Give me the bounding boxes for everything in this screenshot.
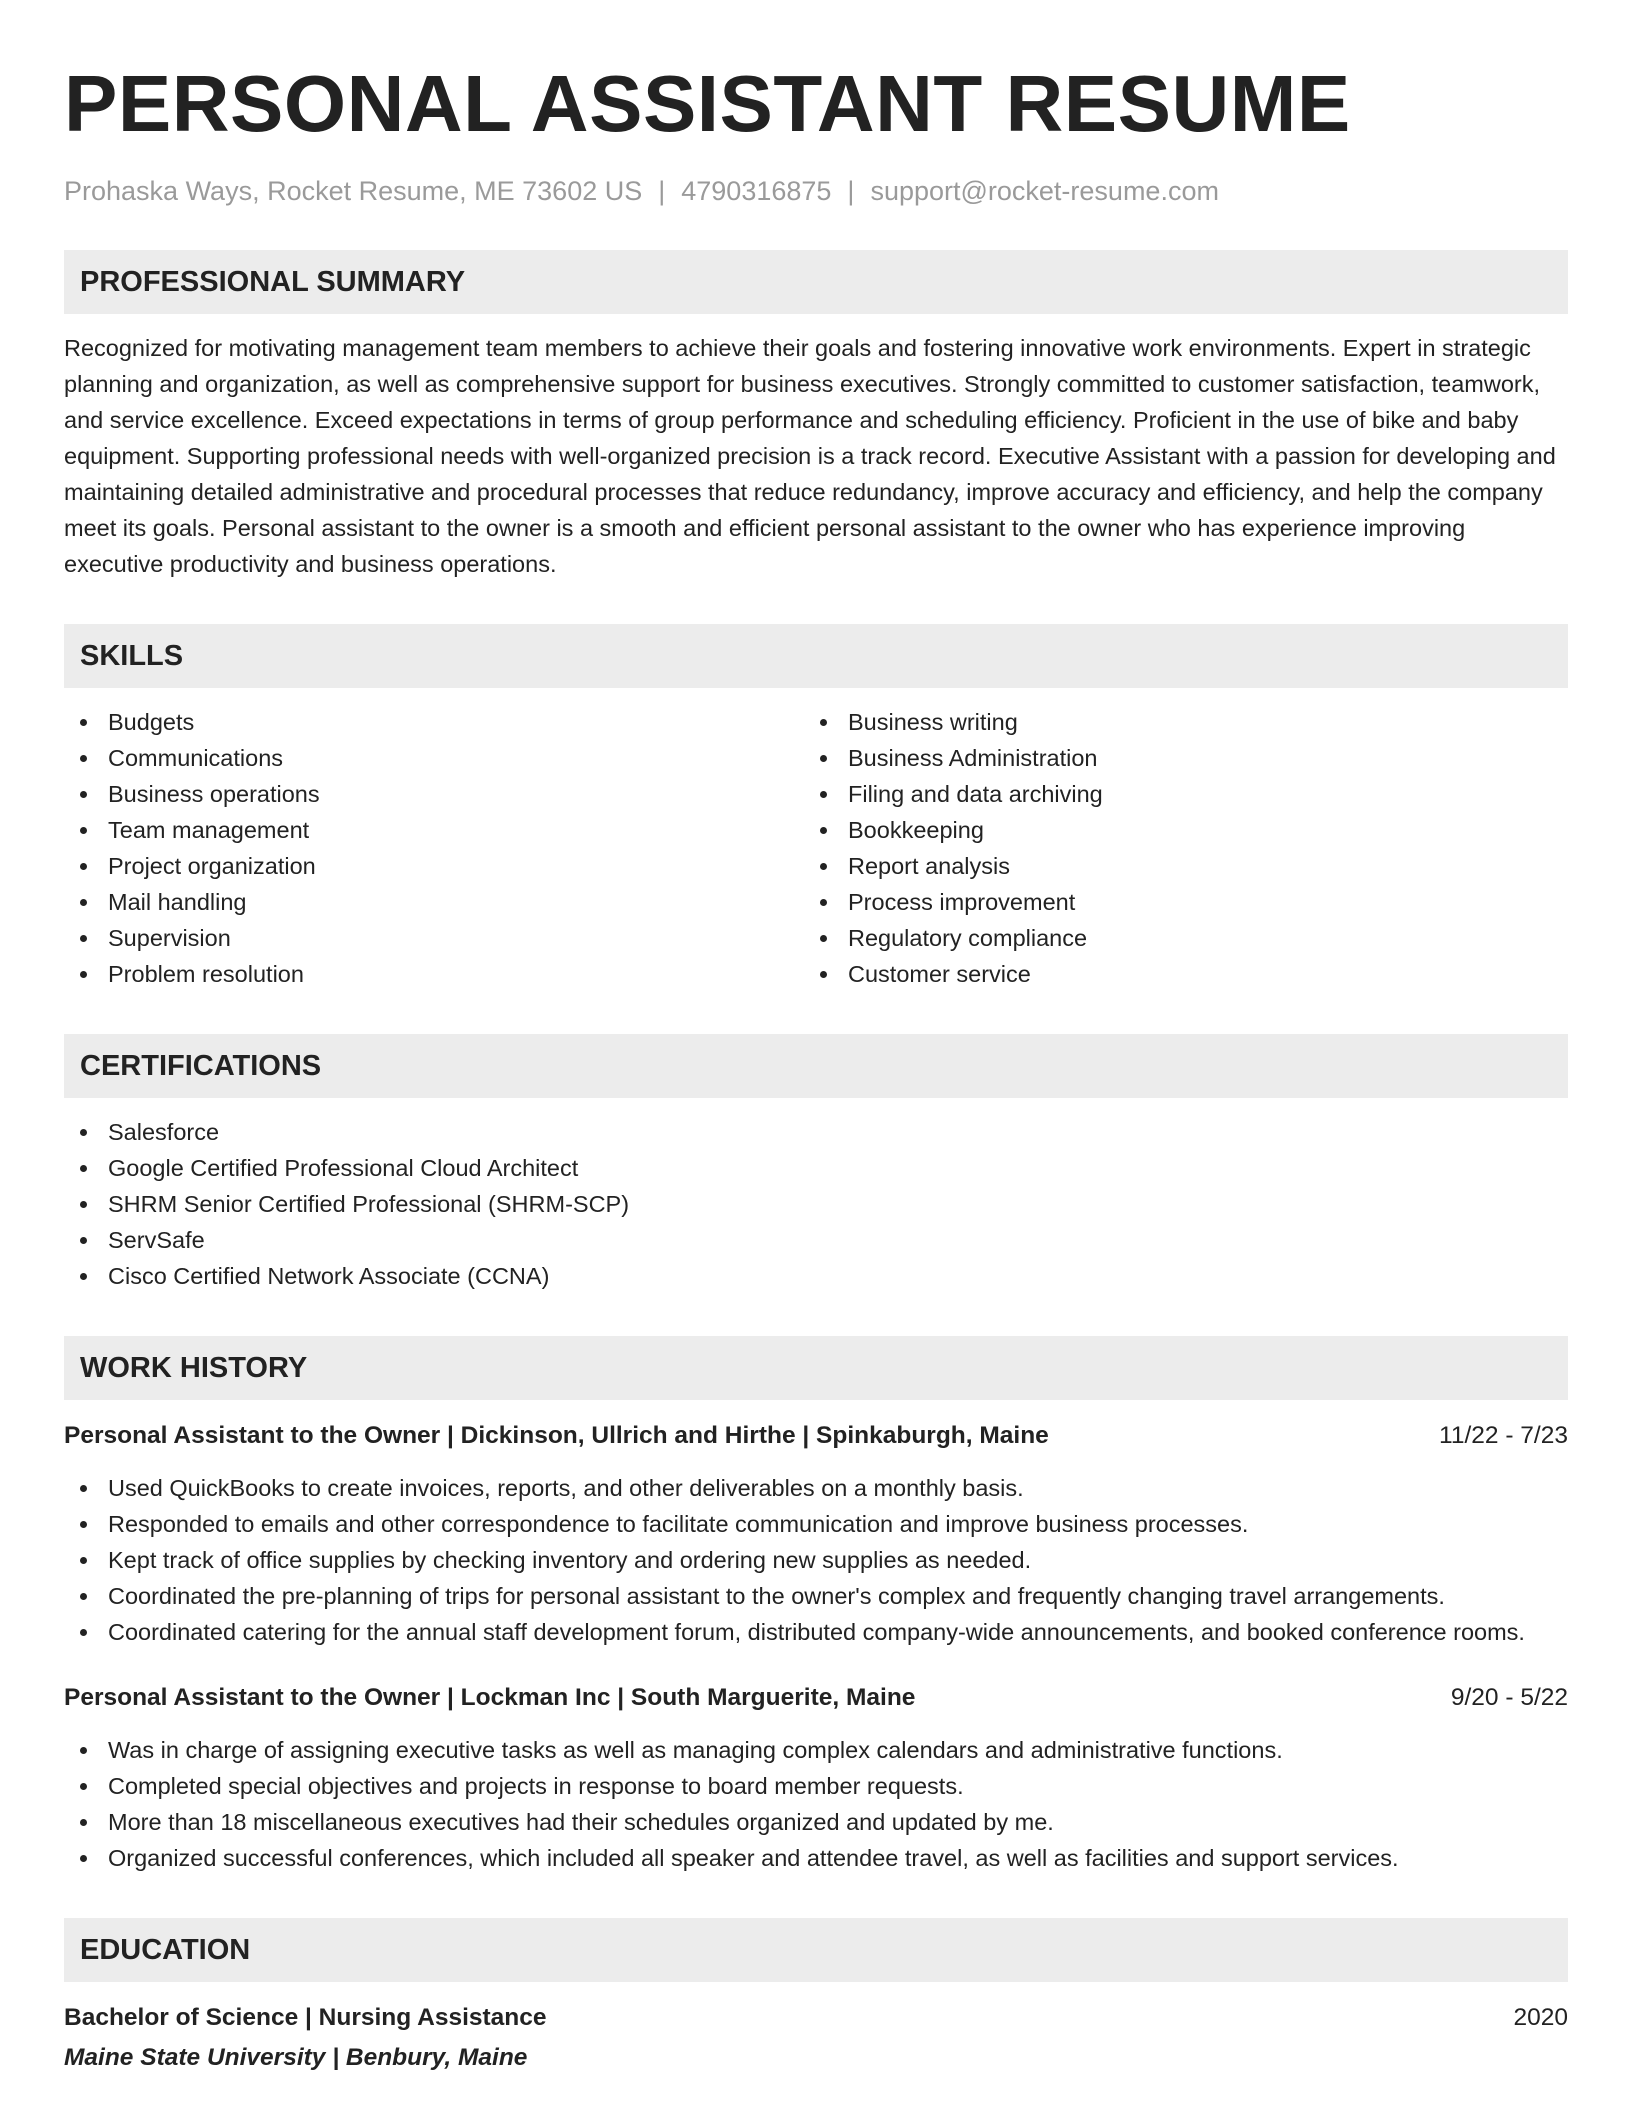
skill-item: Supervision (64, 920, 804, 956)
section-header-skills: SKILLS (64, 624, 1568, 688)
job-bullet: Coordinated catering for the annual staff development forum, distributed company-wide announcements, and booked conference rooms. (64, 1614, 1568, 1650)
job-bullet: Organized successful conferences, which included all speaker and attendee travel, as well as facilities and support services. (64, 1840, 1568, 1876)
certification-item: ServSafe (64, 1222, 1568, 1258)
contact-address: Prohaska Ways, Rocket Resume, ME 73602 US (64, 176, 643, 206)
job-header (64, 1680, 1568, 1716)
contact-separator: | (847, 176, 855, 206)
certification-item: SHRM Senior Certified Professional (SHRM-SCP) (64, 1186, 1568, 1222)
job-dates: 9/20 - 5/22 (1450, 1684, 1568, 1711)
contact-phone: 4790316875 (681, 176, 832, 206)
job-bullet: Completed special objectives and projects in response to board member requests. (64, 1768, 1568, 1804)
skill-item: Team management (64, 812, 804, 848)
contact-line (64, 174, 1568, 208)
skill-item: Business writing (804, 704, 1544, 740)
skill-item: Project organization (64, 848, 804, 884)
skill-item: Business Administration (804, 740, 1544, 776)
job-title: Personal Assistant to the Owner | Dickinson, Ullrich and Hirthe | Spinkaburgh, Maine (64, 1422, 1049, 1449)
job-title: Personal Assistant to the Owner | Lockman Inc | South Marguerite, Maine (64, 1684, 916, 1711)
job-entry (64, 1418, 1568, 1650)
section-header-work-history: WORK HISTORY (64, 1336, 1568, 1400)
certifications-list (64, 1114, 1568, 1294)
contact-separator: | (658, 176, 666, 206)
section-header-certifications: CERTIFICATIONS (64, 1034, 1568, 1098)
job-bullet: Coordinated the pre-planning of trips for personal assistant to the owner's complex and frequently changing travel arrangements. (64, 1578, 1568, 1614)
job-bullets (64, 1470, 1568, 1650)
skill-item: Process improvement (804, 884, 1544, 920)
skills-grid (64, 704, 1568, 992)
skill-item: Filing and data archiving (804, 776, 1544, 812)
job-header (64, 1418, 1568, 1454)
education-header (64, 2000, 1568, 2036)
job-bullet: More than 18 miscellaneous executives had their schedules organized and updated by me. (64, 1804, 1568, 1840)
certification-item: Google Certified Professional Cloud Architect (64, 1150, 1568, 1186)
education-degree: Bachelor of Science | Nursing Assistance (64, 2004, 547, 2031)
education-entry (64, 2000, 1568, 2076)
certification-item: Cisco Certified Network Associate (CCNA) (64, 1258, 1568, 1294)
education-year: 2020 (1513, 2004, 1568, 2031)
skill-item: Mail handling (64, 884, 804, 920)
skills-list-right (804, 704, 1544, 992)
contact-email: support@rocket-resume.com (870, 176, 1219, 206)
summary-text: Recognized for motivating management team members to achieve their goals and fostering innovative work environments. Expert in strategic planning and organization, as well as comprehensive support for business executives. Strongly committed to customer satisfaction, teamwork, and service excellence. Exceed expectations in terms of group performance and scheduling efficiency. Proficient in the use of bike and baby equipment. Supporting professional needs with well-organized precision is a track record. Executive Assistant with a passion for developing and maintaining detailed administrative and procedural processes that reduce redundancy, improve accuracy and efficiency, and help the company meet its goals. Personal assistant to the owner is a smooth and efficient personal assistant to the owner who has experience improving executive productivity and business operations. (64, 335, 1556, 577)
skill-item: Communications (64, 740, 804, 776)
skill-item: Bookkeeping (804, 812, 1544, 848)
job-bullet: Kept track of office supplies by checking inventory and ordering new supplies as needed. (64, 1542, 1568, 1578)
job-bullet: Was in charge of assigning executive tasks as well as managing complex calendars and administrative functions. (64, 1732, 1568, 1768)
section-header-education: EDUCATION (64, 1918, 1568, 1982)
certification-item: Salesforce (64, 1114, 1568, 1150)
skills-list-left (64, 704, 804, 992)
skill-item: Regulatory compliance (804, 920, 1544, 956)
job-dates: 11/22 - 7/23 (1439, 1422, 1568, 1449)
skill-item: Customer service (804, 956, 1544, 992)
skill-item: Business operations (64, 776, 804, 812)
job-bullets (64, 1732, 1568, 1876)
section-header-summary: PROFESSIONAL SUMMARY (64, 250, 1568, 314)
education-school: Maine State University | Benbury, Maine (64, 2044, 528, 2071)
job-bullet: Used QuickBooks to create invoices, reports, and other deliverables on a monthly basis. (64, 1470, 1568, 1506)
job-bullet: Responded to emails and other correspondence to facilitate communication and improve business processes. (64, 1506, 1568, 1542)
skill-item: Report analysis (804, 848, 1544, 884)
skill-item: Budgets (64, 704, 804, 740)
resume-title: PERSONAL ASSISTANT RESUME (64, 59, 1351, 148)
skill-item: Problem resolution (64, 956, 804, 992)
job-entry (64, 1680, 1568, 1876)
